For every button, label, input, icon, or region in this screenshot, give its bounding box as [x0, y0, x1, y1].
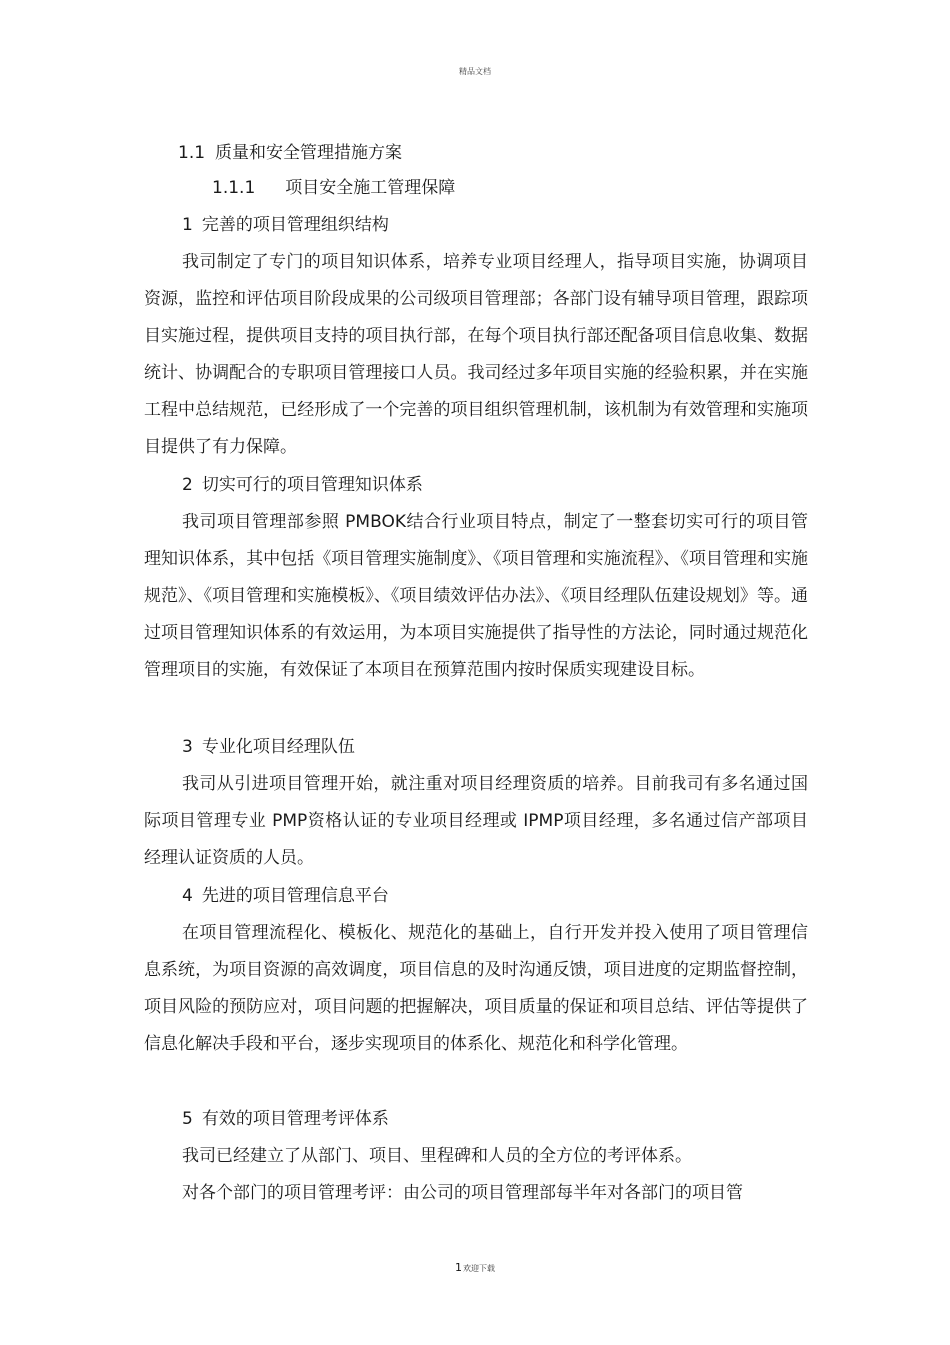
section-title: 有效的项目管理考评体系 [201, 1109, 389, 1129]
heading-1 [178, 138, 402, 163]
heading-1-title: 质量和安全管理措施方案 [215, 143, 403, 163]
section-number: 1 [182, 215, 193, 235]
heading-2-number: 1.1.1 [212, 178, 256, 198]
page-number: 1 [455, 1261, 462, 1274]
header-watermark: 精品文档 [459, 67, 491, 76]
section-5-paragraph-2: 对各个部门的项目管理考评：由公司的项目管理部每半年对各部门的项目管 [182, 1183, 743, 1203]
heading-2-title: 项目安全施工管理保障 [285, 178, 456, 198]
section-number: 4 [182, 886, 193, 906]
section-title: 先进的项目管理信息平台 [201, 886, 389, 906]
section-2-heading [182, 467, 423, 504]
section-title: 切实可行的项目管理知识体系 [201, 475, 423, 495]
section-3-paragraph: 我司从引进项目管理开始，就注重对项目经理资质的培养。目前我司有多名通过国际项目管理专业 PMP资格认证的专业项目经理或 IPMP项目经理，多名通过信产部项目经理认证资质的人员。 [144, 774, 808, 868]
section-2-paragraph: 我司项目管理部参照 PMBOK结合行业项目特点，制定了一整套切实可行的项目管理知识体系，其中包括《项目管理实施制度》、《项目管理和实施流程》、《项目管理和实施规范》、《项目管理和实施模板》、《项目绩效评估办法》、《项目经理队伍建设规划》等。通过项目管理知识体系的有效运用，为本项目实施提供了指导性的方法论，同时通过规范化管理项目的实施，有效保证了本项目在预算范围内按时保质实现建设目标。 [144, 512, 808, 680]
section-number: 3 [182, 737, 193, 757]
section-1-paragraph: 我司制定了专门的项目知识体系，培养专业项目经理人，指导项目实施，协调项目资源，监控和评估项目阶段成果的公司级项目管理部；各部门设有辅导项目管理，跟踪项目实施过程，提供项目支持的项目执行部，在每个项目执行部还配备项目信息收集、数据统计、协调配合的专职项目管理接口人员。我司经过多年项目实施的经验积累，并在实施工程中总结规范，已经形成了一个完善的项目组织管理机制，该机制为有效管理和实施项目提供了有力保障。 [144, 252, 808, 457]
section-1-heading [182, 207, 389, 244]
section-title: 完善的项目管理组织结构 [201, 215, 389, 235]
heading-2 [212, 173, 455, 198]
section-5-paragraph-1: 我司已经建立了从部门、项目、里程碑和人员的全方位的考评体系。 [182, 1146, 692, 1166]
section-3-heading [182, 729, 355, 766]
section-number: 2 [182, 475, 193, 495]
heading-1-number: 1.1 [178, 143, 206, 163]
section-number: 5 [182, 1109, 193, 1129]
section-title: 专业化项目经理队伍 [201, 737, 355, 757]
section-4-paragraph: 在项目管理流程化、模板化、规范化的基础上，自行开发并投入使用了项目管理信息系统，为项目资源的高效调度，项目信息的及时沟通反馈，项目进度的定期监督控制，项目风险的预防应对，项目问题的把握解决，项目质量的保证和项目总结、评估等提供了信息化解决手段和平台，逐步实现项目的体系化、规范化和科学化管理。 [144, 923, 808, 1054]
footer-watermark: 欢迎下载 [463, 1264, 495, 1273]
footer [0, 1261, 950, 1274]
section-4-heading [182, 878, 389, 915]
section-5-heading [182, 1101, 389, 1138]
